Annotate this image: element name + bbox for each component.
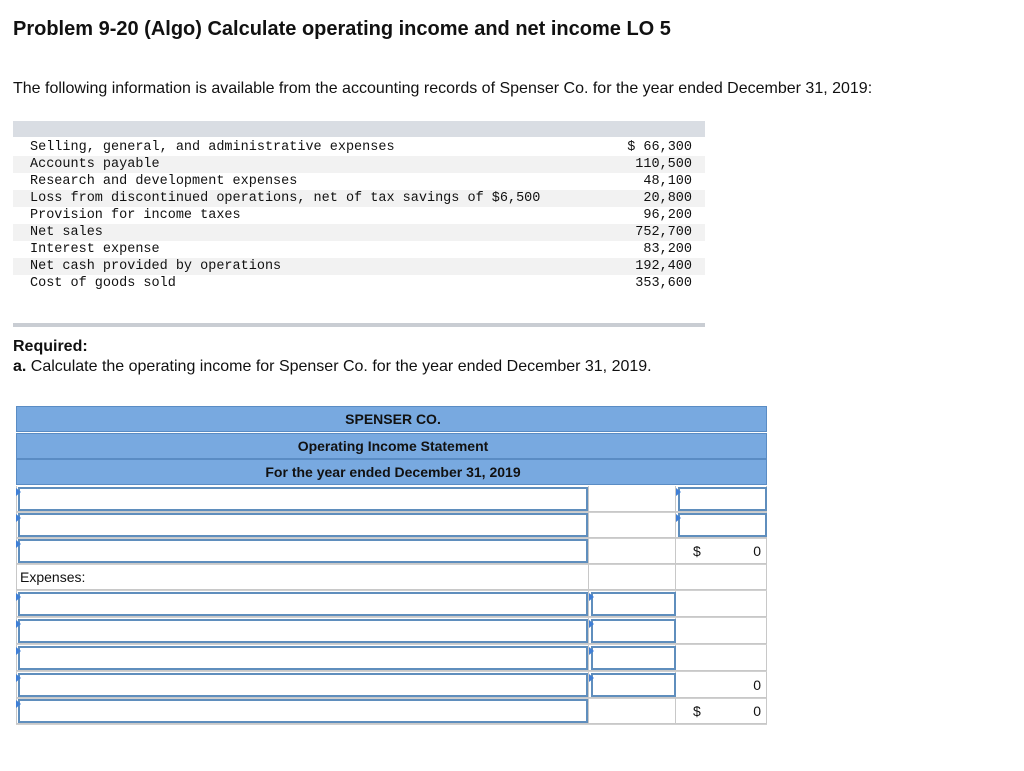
- expense-3-label-input[interactable]: [18, 646, 588, 670]
- data-row: [13, 139, 705, 156]
- data-row: [13, 275, 705, 292]
- company-name: SPENSER CO.: [345, 411, 441, 427]
- statement-period: For the year ended December 31, 2019: [265, 464, 521, 480]
- input-marker-icon: [589, 674, 594, 682]
- statement-row: [16, 618, 767, 645]
- intro-text: The following information is available from the accounting records of Spenser Co. for the year ended December 31, 2019:: [13, 80, 873, 97]
- right-cell: [676, 591, 767, 617]
- data-row: [13, 224, 705, 241]
- statement-row: [16, 512, 767, 539]
- data-row: [13, 173, 705, 190]
- gross-profit-label-input[interactable]: [18, 539, 588, 563]
- expense-3-amount-input[interactable]: [591, 646, 676, 670]
- expense-2-amount-input[interactable]: [591, 619, 676, 643]
- expense-1-amount-input[interactable]: [591, 592, 676, 616]
- dollar-sign: $: [693, 703, 701, 719]
- data-label: Selling, general, and administrative expenses: [30, 140, 395, 155]
- dropdown-marker-icon: [16, 540, 21, 548]
- label-cell: [16, 564, 589, 590]
- statement-row: [16, 564, 767, 591]
- data-row: [13, 258, 705, 275]
- statement-name: Operating Income Statement: [297, 438, 489, 454]
- statement-row: [16, 698, 767, 725]
- input-marker-icon: [589, 647, 594, 655]
- requirement-a: [13, 358, 652, 376]
- requirement-a-text: Calculate the operating income for Spenser Co. for the year ended December 31, 2019.: [30, 358, 652, 375]
- input-marker-icon: [589, 620, 594, 628]
- dropdown-marker-icon: [16, 488, 21, 496]
- data-value: 752,700: [635, 225, 692, 240]
- input-marker-icon: [676, 514, 681, 522]
- dropdown-marker-icon: [16, 700, 21, 708]
- data-value: 353,600: [635, 276, 692, 291]
- statement-row: [16, 645, 767, 672]
- operating-income-label-input[interactable]: [18, 699, 588, 723]
- revenue-label-input[interactable]: [18, 487, 588, 511]
- right-cell: [676, 564, 767, 590]
- dropdown-marker-icon: [16, 674, 21, 682]
- mid-cell: [589, 564, 676, 590]
- required-heading: Required:: [13, 338, 88, 355]
- right-cell: [676, 645, 767, 671]
- statement-row: [16, 591, 767, 618]
- mid-cell: [589, 486, 676, 512]
- data-value: 48,100: [643, 174, 692, 189]
- expense-4-amount-input[interactable]: [591, 673, 676, 697]
- input-marker-icon: [676, 488, 681, 496]
- dropdown-marker-icon: [16, 647, 21, 655]
- data-label: Loss from discontinued operations, net of tax savings of $6,500: [30, 191, 541, 206]
- mid-cell: [589, 512, 676, 538]
- cogs-amount-input[interactable]: [678, 513, 767, 537]
- statement-header-name: [16, 433, 767, 459]
- data-value: 96,200: [643, 208, 692, 223]
- expense-4-label-input[interactable]: [18, 673, 588, 697]
- data-row: [13, 156, 705, 173]
- data-label: Provision for income taxes: [30, 208, 241, 223]
- dropdown-marker-icon: [16, 620, 21, 628]
- mid-cell: [589, 698, 676, 724]
- expense-2-label-input[interactable]: [18, 619, 588, 643]
- data-label: Research and development expenses: [30, 174, 298, 189]
- right-cell: [676, 618, 767, 644]
- data-label: Accounts payable: [30, 157, 160, 172]
- dropdown-marker-icon: [16, 593, 21, 601]
- statement-row: [16, 538, 767, 565]
- gross-profit-total: 0: [753, 543, 761, 559]
- input-marker-icon: [589, 593, 594, 601]
- data-label: Interest expense: [30, 242, 160, 257]
- data-value: $ 66,300: [627, 140, 692, 155]
- data-row: [13, 241, 705, 258]
- dropdown-marker-icon: [16, 514, 21, 522]
- data-row: [13, 190, 705, 207]
- data-row: [13, 207, 705, 224]
- problem-title: Problem 9-20 (Algo) Calculate operating income and net income LO 5: [13, 18, 671, 40]
- data-label: Net sales: [30, 225, 103, 240]
- statement-header-company: [16, 406, 767, 432]
- data-value: 110,500: [635, 157, 692, 172]
- accounting-data-table: [13, 121, 705, 327]
- dollar-sign: $: [693, 543, 701, 559]
- data-value: 20,800: [643, 191, 692, 206]
- mid-cell: [589, 538, 676, 564]
- revenue-amount-input[interactable]: [678, 487, 767, 511]
- data-label: Net cash provided by operations: [30, 259, 282, 274]
- operating-income-total: 0: [753, 703, 761, 719]
- requirement-a-prefix: a.: [13, 358, 27, 375]
- total-expenses: 0: [753, 677, 761, 693]
- statement-row: [16, 486, 767, 513]
- data-label: Cost of goods sold: [30, 276, 176, 291]
- expenses-label: Expenses:: [20, 569, 86, 585]
- data-value: 83,200: [643, 242, 692, 257]
- statement-row: [16, 672, 767, 699]
- expense-1-label-input[interactable]: [18, 592, 588, 616]
- statement-header-period: [16, 459, 767, 485]
- cogs-label-input[interactable]: [18, 513, 588, 537]
- data-value: 192,400: [635, 259, 692, 274]
